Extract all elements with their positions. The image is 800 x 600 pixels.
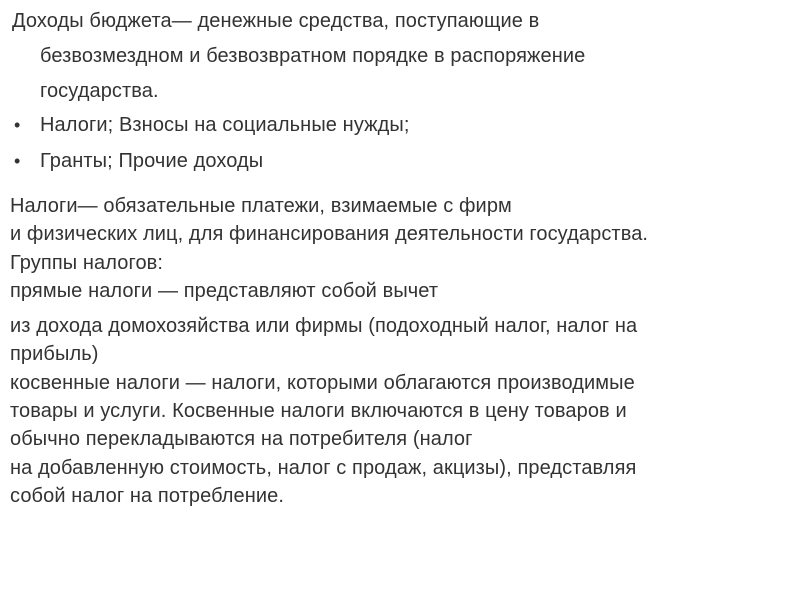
bullet-item-2: Гранты; Прочие доходы	[40, 150, 264, 172]
body-line-3: Группы налогов:	[10, 252, 164, 274]
body-line-8: товары и услуги. Косвенные налоги включаются в цену товаров и	[10, 400, 627, 422]
intro-line-3: государства.	[40, 80, 159, 102]
body-line-9: обычно перекладываются на потребителя (налог	[10, 428, 473, 450]
intro-line-1: Доходы бюджета— денежные средства, поступающие в	[12, 10, 540, 32]
bullet-dot-2: •	[14, 151, 21, 171]
body-line-6: прибыль)	[10, 343, 99, 365]
body-line-10: на добавленную стоимость, налог с продаж, акцизы), представляя	[10, 457, 637, 479]
bullet-dot-1: •	[14, 115, 21, 135]
body-line-2: и физических лиц, для финансирования деятельности государства.	[10, 223, 649, 245]
body-line-11: собой налог на потребление.	[10, 485, 285, 507]
body-line-7: косвенные налоги — налоги, которыми облагаются производимые	[10, 372, 635, 394]
bullet-item-1: Налоги; Взносы на социальные нужды;	[40, 114, 410, 136]
intro-line-2: безвозмездном и безвозвратном порядке в распоряжение	[40, 45, 586, 67]
body-line-1: Налоги— обязательные платежи, взимаемые с фирм	[10, 195, 512, 217]
body-line-5: из дохода домохозяйства или фирмы (подоходный налог, налог на	[10, 315, 638, 337]
body-line-4: прямые налоги — представляют собой вычет	[10, 280, 439, 302]
